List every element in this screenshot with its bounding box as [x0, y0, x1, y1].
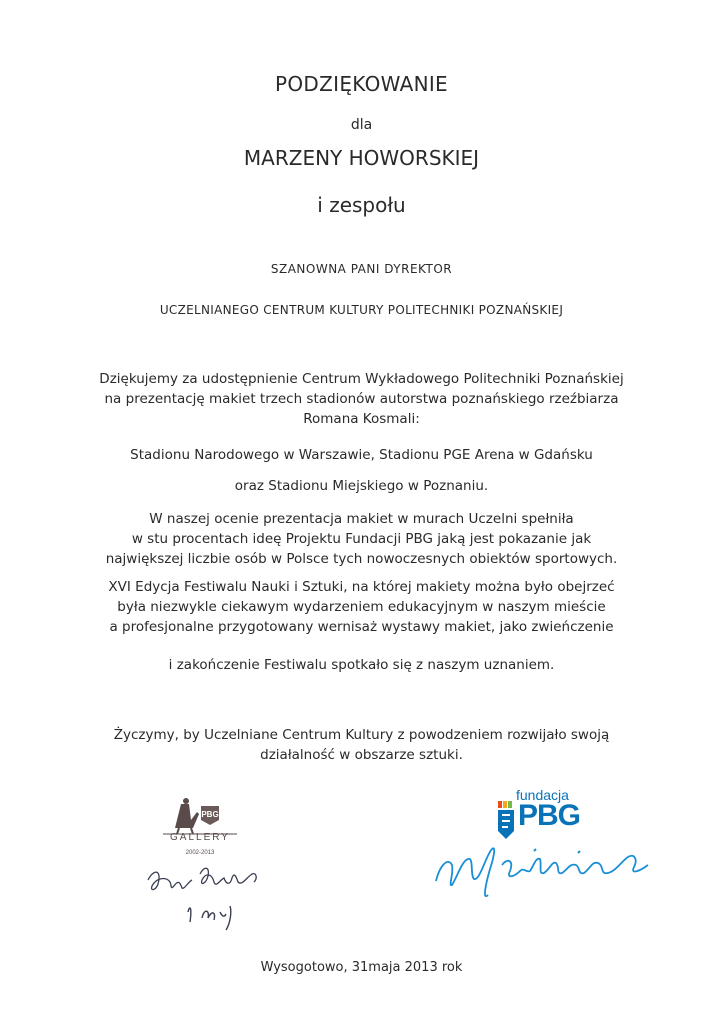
signature-left-graphic — [140, 860, 270, 940]
paragraph-stadium-poznan — [0, 476, 723, 496]
paragraph-thanks — [0, 369, 723, 429]
svg-text:GALLERY: GALLERY — [170, 832, 230, 843]
recipient-name: MARZENY HOWORSKIEJ — [243, 146, 480, 170]
team-text: i zespołu — [317, 193, 406, 217]
paragraph-line: W naszej ocenie prezentacja makiet w murach Uczelni spełniła — [149, 511, 574, 527]
paragraph-wishes — [0, 725, 723, 765]
paragraph-line: oraz Stadionu Miejskiego w Poznaniu. — [234, 478, 489, 494]
paragraph-stadiums — [0, 445, 723, 465]
paragraph-line: Życzymy, by Uczelniane Centrum Kultury z powodzeniem rozwijało swoją — [113, 727, 610, 743]
signature-right-graphic — [430, 835, 660, 915]
paragraph-line: w stu procentach ideę Projektu Fundacji PBG jaką jest pokazanie jak — [131, 531, 592, 547]
dla-text: dla — [350, 117, 373, 133]
document-date: Wysogotowo, 31maja 2013 rok — [260, 960, 463, 975]
paragraph-line: a profesjonalne przygotowany wernisaż wystawy makiet, jako zwieńczenie — [109, 619, 614, 635]
paragraph-evaluation — [0, 509, 723, 569]
pbg-gallery-logo — [155, 790, 245, 860]
institution-name: UCZELNIANEGO CENTRUM KULTURY POLITECHNIKI POZNAŃSKIEJ — [159, 303, 564, 317]
paragraph-line: i zakończenie Festiwalu spotkało się z naszym uznaniem. — [168, 657, 555, 673]
paragraph-line: Dziękujemy za udostępnienie Centrum Wykładowego Politechniki Poznańskiej — [99, 371, 624, 387]
paragraph-line: była niezwykle ciekawym wydarzeniem edukacyjnym w naszym mieście — [117, 599, 606, 615]
paragraph-line: Romana Kosmali: — [303, 411, 420, 427]
paragraph-line: na prezentację makiet trzech stadionów autorstwa poznańskiego rzeźbiarza — [104, 391, 619, 407]
paragraph-festival — [0, 577, 723, 637]
signature-left — [140, 860, 270, 940]
salutation: SZANOWNA PANI DYREKTOR — [270, 262, 453, 276]
paragraph-line: XVI Edycja Festiwalu Nauki i Sztuki, na której makiety można było obejrzeć — [108, 579, 615, 595]
paragraph-line: Stadionu Narodowego w Warszawie, Stadionu PGE Arena w Gdańsku — [130, 447, 593, 463]
fundacja-word: fundacja — [516, 787, 569, 803]
paragraph-line: działalność w obszarze sztuki. — [260, 747, 463, 763]
paragraph-line: największej liczbie osób w Polsce tych nowoczesnych obiektów sportowych. — [105, 551, 618, 567]
document-title: PODZIĘKOWANIE — [275, 72, 448, 96]
svg-text:PBG: PBG — [201, 810, 219, 819]
pbg-gallery-logo-graphic — [155, 790, 245, 860]
signature-right — [430, 835, 660, 915]
fundacja-pbg-word: PBG — [518, 799, 581, 832]
svg-text:2002-2013: 2002-2013 — [185, 850, 215, 856]
paragraph-festival-end — [0, 655, 723, 675]
